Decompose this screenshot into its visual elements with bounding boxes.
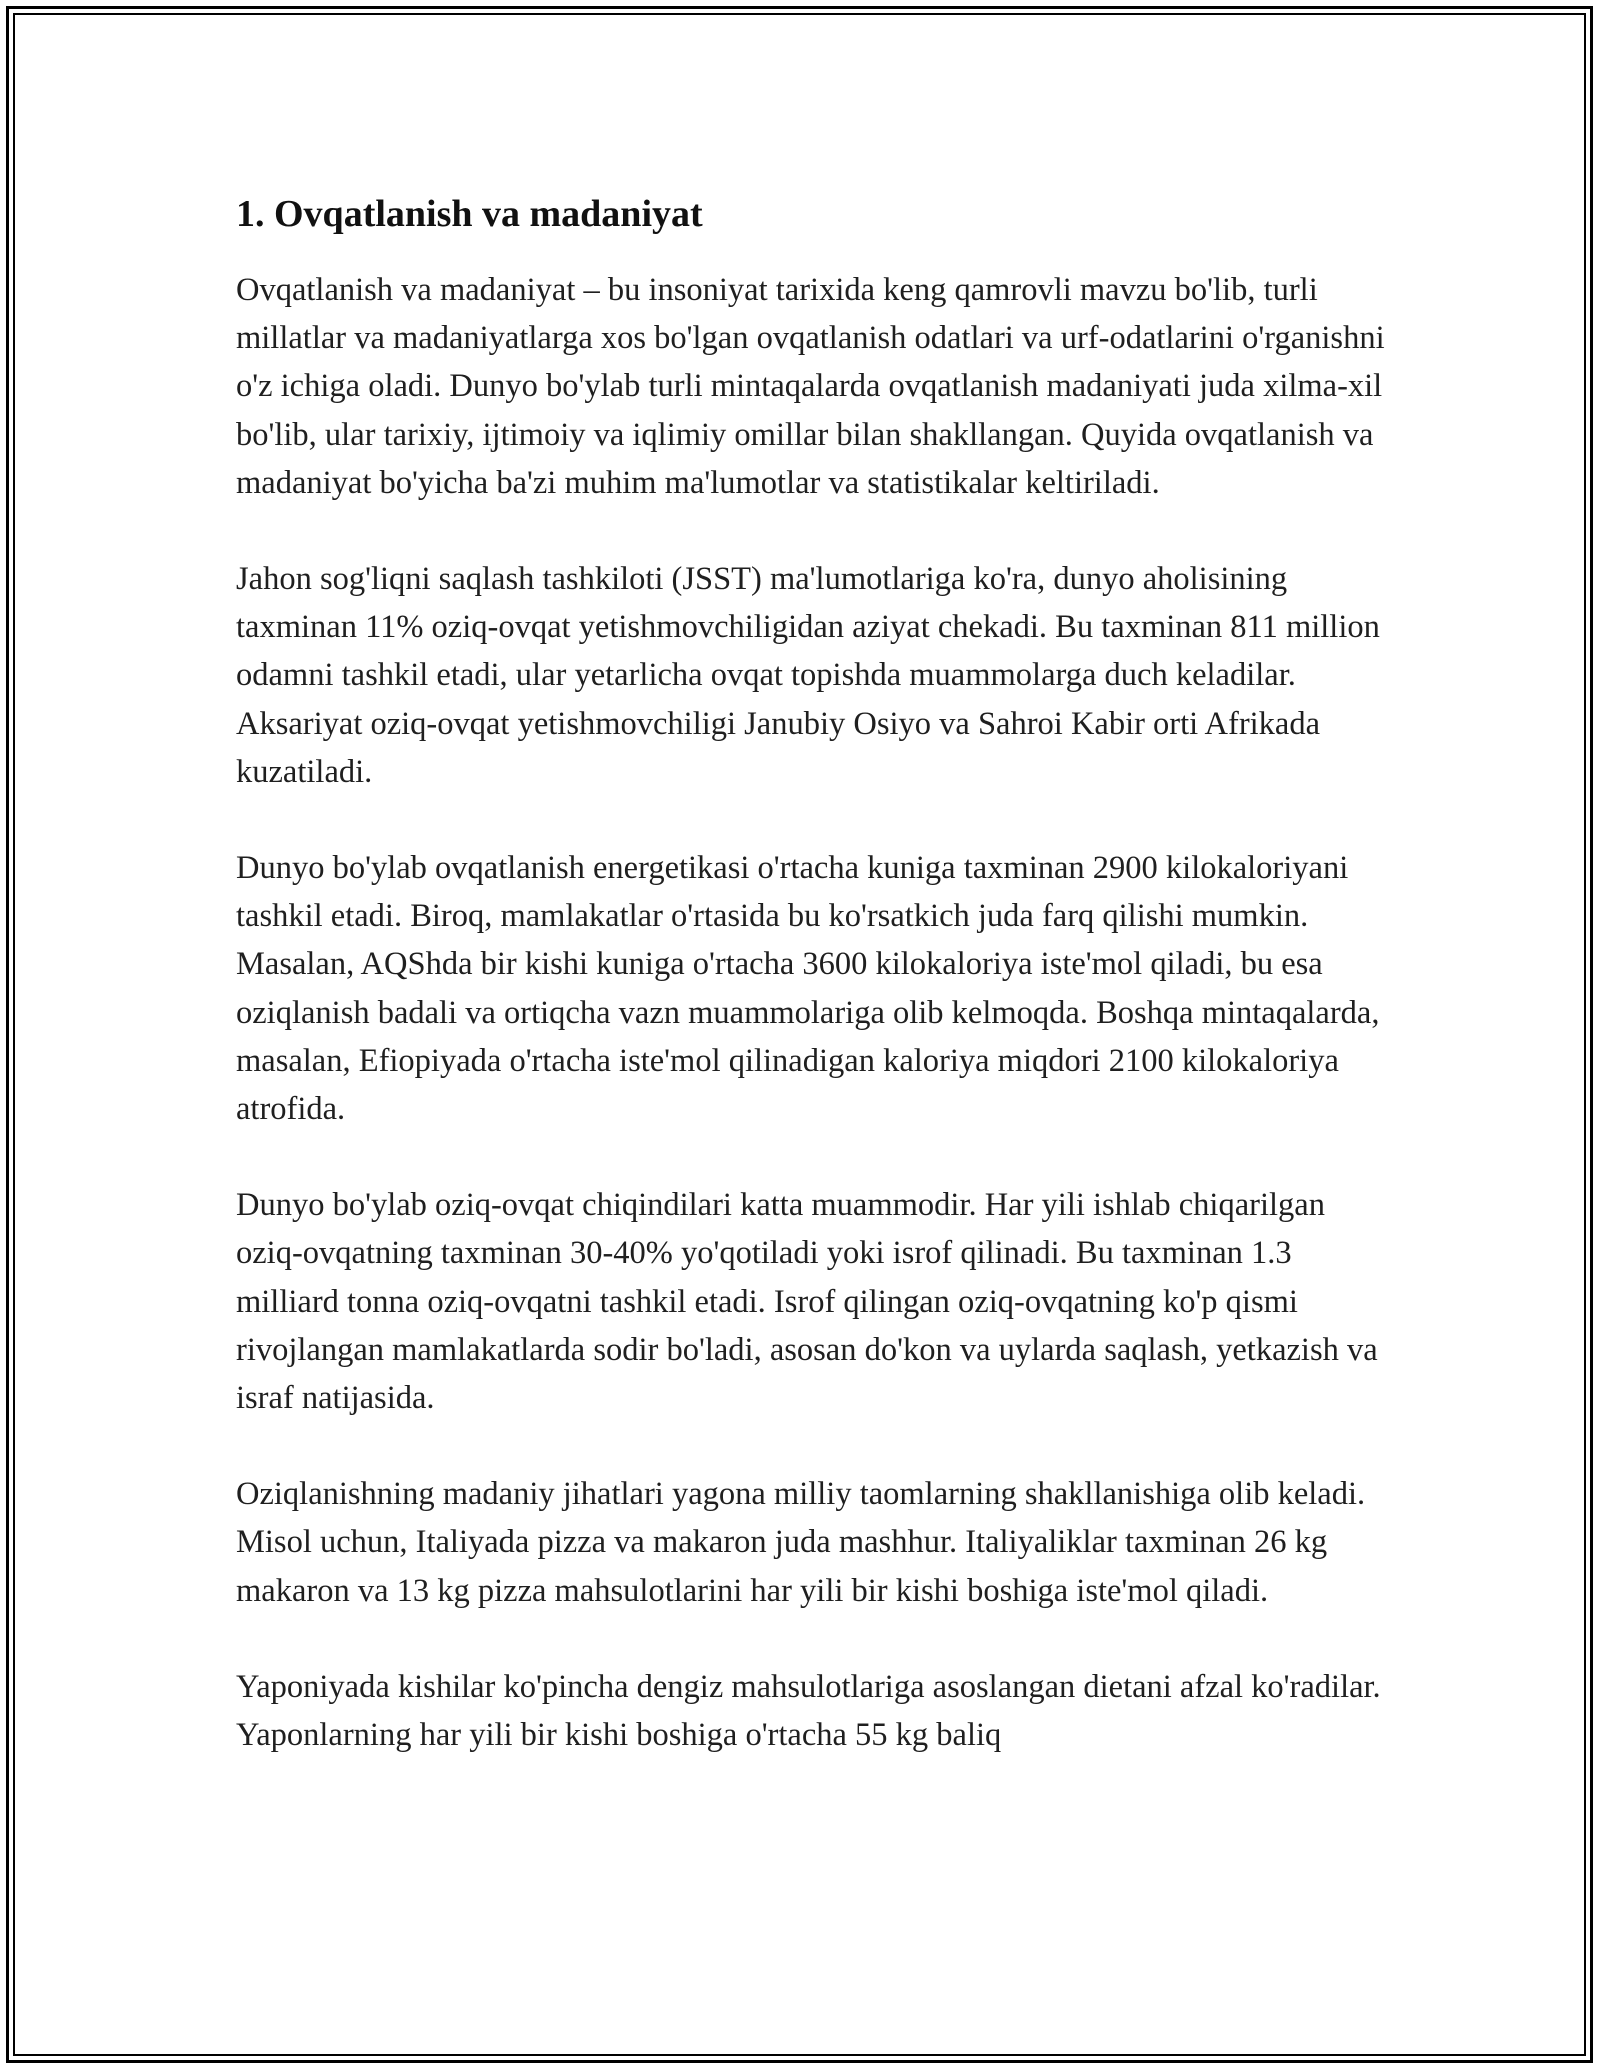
paragraph-food-waste: Dunyo bo'ylab oziq-ovqat chiqindilari katta muammodir. Har yili ishlab chiqarilgan oziq-ovqatning taxminan 30-40% yo'qotiladi yoki isrof qilinadi. Bu taxminan 1.3 milliard tonna oziq-ovqatni tashkil etadi. Isrof qilingan oziq-ovqatning ko'p qismi rivojlangan mamlakatlarda sodir bo'ladi, asosan do'kon va uylarda saqlash, yetkazish va israf natijasida. xyxy=(236,1187,1378,1417)
paragraph-intro: Ovqatlanish va madaniyat – bu insoniyat tarixida keng qamrovli mavzu bo'lib, turli millatlar va madaniyatlarga xos bo'lgan ovqatlanish odatlari va urf-odatlarini o'rganishni o'z ichiga oladi. Dunyo bo'ylab turli mintaqalarda ovqatlanish madaniyati juda xilma-xil bo'lib, ular tarixiy, ijtimoiy va iqlimiy omillar bilan shakllangan. Quyida ovqatlanish va madaniyat bo'yicha ba'zi muhim ma'lumotlar va statistikalar keltiriladi. xyxy=(236,272,1385,501)
paragraph-calorie-intake: Dunyo bo'ylab ovqatlanish energetikasi o'rtacha kuniga taxminan 2900 kilokaloriyani tashkil etadi. Biroq, mamlakatlar o'rtasida bu ko'rsatkich juda farq qilishi mumkin. Masalan, AQShda bir kishi kuniga o'rtacha 3600 kilokaloriya iste'mol qiladi, bu esa oziqlanish badali va ortiqcha vazn muammolariga olib kelmoqda. Boshqa mintaqalarda, masalan, Efiopiyada o'rtacha iste'mol qilinadigan kaloriya miqdori 2100 kilokaloriya atrofida. xyxy=(236,850,1380,1128)
paragraph-japan-diet: Yaponiyada kishilar ko'pincha dengiz mahsulotlariga asoslangan dietani afzal ko'radilar. Yaponlarning har yili bir kishi boshiga o'rtacha 55 kg baliq xyxy=(236,1668,1381,1754)
page-title: 1. Ovqatlanish va madaniyat xyxy=(236,193,703,235)
document-page xyxy=(236,186,1386,1807)
paragraph-national-cuisine: Oziqlanishning madaniy jihatlari yagona milliy taomlarning shakllanishiga olib keladi. Misol uchun, Italiyada pizza va makaron juda mashhur. Italiyaliklar taxminan 26 kg makaron va 13 kg pizza mahsulotlarini har yili bir kishi boshiga iste'mol qiladi. xyxy=(236,1476,1366,1609)
paragraph-food-insecurity: Jahon sog'liqni saqlash tashkiloti (JSST) ma'lumotlariga ko'ra, dunyo aholisining taxminan 11% oziq-ovqat yetishmovchiligidan aziyat chekadi. Bu taxminan 811 million odamni tashkil etadi, ular yetarlicha ovqat topishda muammolarga duch keladilar. Aksariyat oziq-ovqat yetishmovchiligi Janubiy Osiyo va Sahroi Kabir orti Afrikada kuzatiladi. xyxy=(236,561,1380,790)
